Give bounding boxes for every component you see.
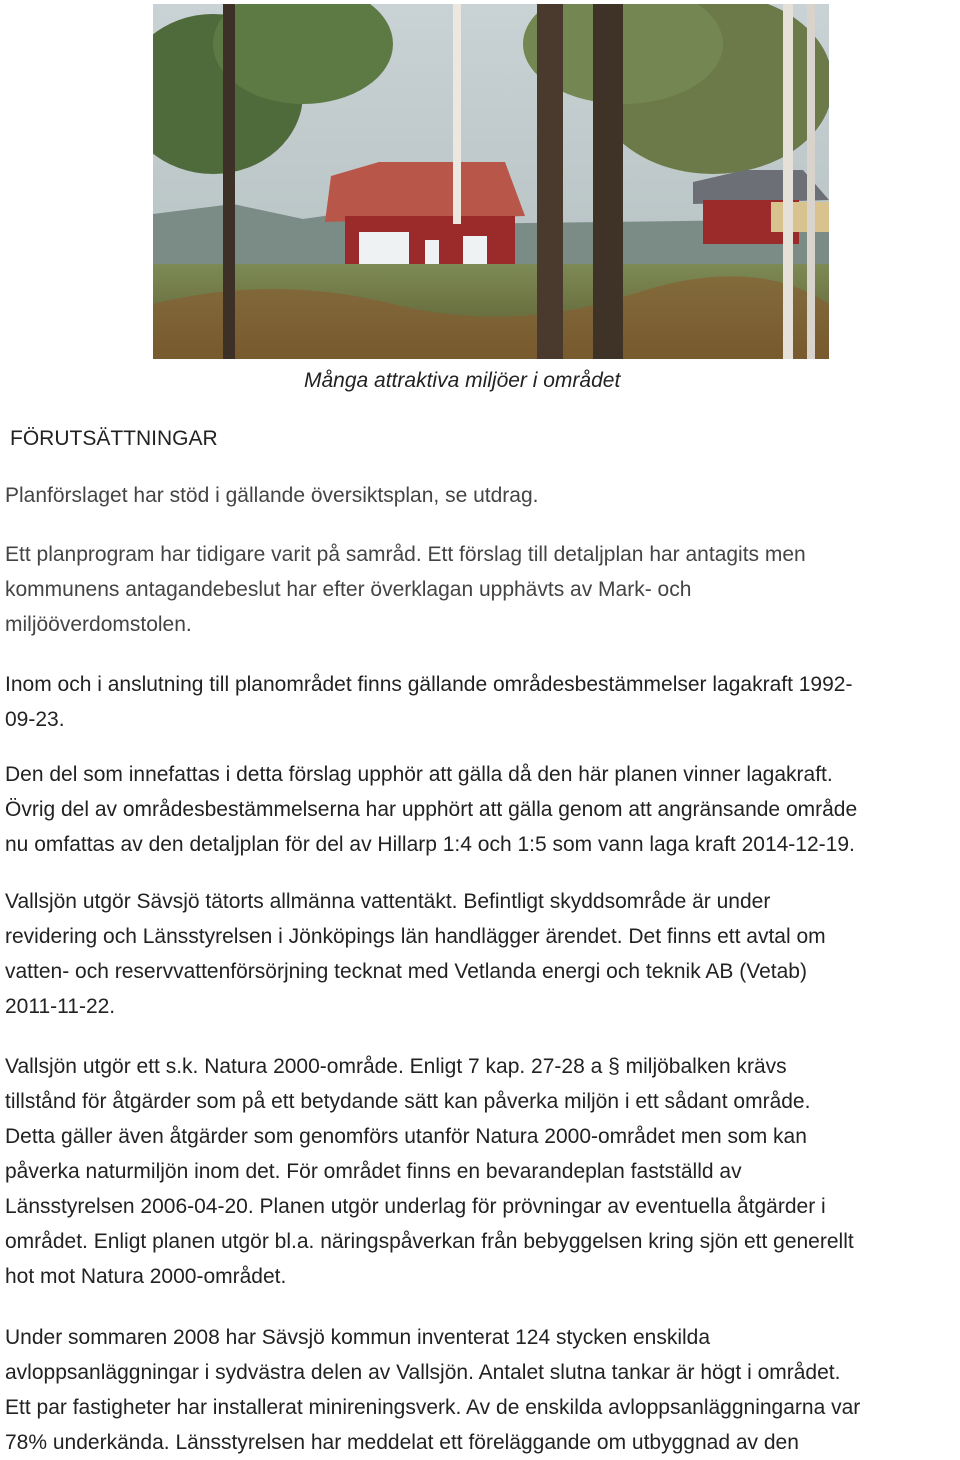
paragraph-line: Vallsjön utgör Sävsjö tätorts allmänna vattentäkt. Befintligt skyddsområde är under bbox=[5, 890, 771, 913]
paragraph-line: revidering och Länsstyrelsen i Jönköpings län handlägger ärendet. Det finns ett avtal om bbox=[5, 925, 826, 948]
paragraph-7 bbox=[5, 1320, 860, 1460]
photo-caption: Många attraktiva miljöer i området bbox=[304, 369, 621, 392]
paragraph-line: tillstånd för åtgärder som på ett betydande sätt kan påverka miljön i ett sådant område. bbox=[5, 1090, 811, 1113]
photo-illustration bbox=[153, 4, 829, 359]
section-heading: FÖRUTSÄTTNINGAR bbox=[10, 427, 218, 450]
paragraph-line: Övrig del av områdesbestämmelserna har upphört att gälla genom att angränsande område bbox=[5, 798, 858, 821]
paragraph-line: hot mot Natura 2000-området. bbox=[5, 1265, 287, 1288]
paragraph-line: området. Enligt planen utgör bl.a. näringspåverkan från bebyggelsen kring sjön ett generellt bbox=[5, 1230, 854, 1253]
paragraph-line: 78% underkända. Länsstyrelsen har meddelat ett föreläggande om utbyggnad av den bbox=[5, 1431, 799, 1454]
paragraph-1 bbox=[5, 478, 538, 513]
paragraph-line: Den del som innefattas i detta förslag upphör att gälla då den här planen vinner lagakraft. bbox=[5, 763, 833, 786]
paragraph-line: 2011-11-22. bbox=[5, 995, 116, 1018]
paragraph-4 bbox=[5, 757, 857, 862]
paragraph-line: miljööverdomstolen. bbox=[5, 613, 192, 636]
paragraph-line: påverka naturmiljön inom det. För området finns en bevarandeplan fastställd av bbox=[5, 1160, 742, 1183]
paragraph-line: 09-23. bbox=[5, 708, 65, 731]
paragraph-line: Länsstyrelsen 2006-04-20. Planen utgör underlag för prövningar av eventuella åtgärder i bbox=[5, 1195, 826, 1218]
paragraph-line: vatten- och reservvattenförsörjning tecknat med Vetlanda energi och teknik AB (Vetab) bbox=[5, 960, 807, 983]
paragraph-3 bbox=[5, 667, 852, 737]
paragraph-line: Inom och i anslutning till planområdet finns gällande områdesbestämmelser lagakraft 1992- bbox=[5, 673, 853, 696]
paragraph-line: Planförslaget har stöd i gällande översiktsplan, se utdrag. bbox=[5, 484, 539, 507]
paragraph-line: kommunens antagandebeslut har efter överklagan upphävts av Mark- och bbox=[5, 578, 692, 601]
paragraph-line: Ett par fastigheter har installerat minireningsverk. Av de enskilda avloppsanläggningarna var bbox=[5, 1396, 861, 1419]
paragraph-5 bbox=[5, 884, 826, 1024]
paragraph-line: avloppsanläggningar i sydvästra delen av Vallsjön. Antalet slutna tankar är högt i området. bbox=[5, 1361, 841, 1384]
paragraph-line: Under sommaren 2008 har Sävsjö kommun inventerat 124 stycken enskilda bbox=[5, 1326, 711, 1349]
paragraph-line: Vallsjön utgör ett s.k. Natura 2000-område. Enligt 7 kap. 27-28 a § miljöbalken krävs bbox=[5, 1055, 787, 1078]
paragraph-2 bbox=[5, 537, 806, 642]
paragraph-line: Detta gäller även åtgärder som genomförs utanför Natura 2000-området men som kan bbox=[5, 1125, 807, 1148]
paragraph-line: nu omfattas av den detaljplan för del av Hillarp 1:4 och 1:5 som vann laga kraft 2014-12-19. bbox=[5, 833, 855, 856]
paragraph-line: Ett planprogram har tidigare varit på samråd. Ett förslag till detaljplan har antagits men bbox=[5, 543, 806, 566]
paragraph-6 bbox=[5, 1049, 854, 1294]
landscape-photo bbox=[153, 4, 829, 359]
